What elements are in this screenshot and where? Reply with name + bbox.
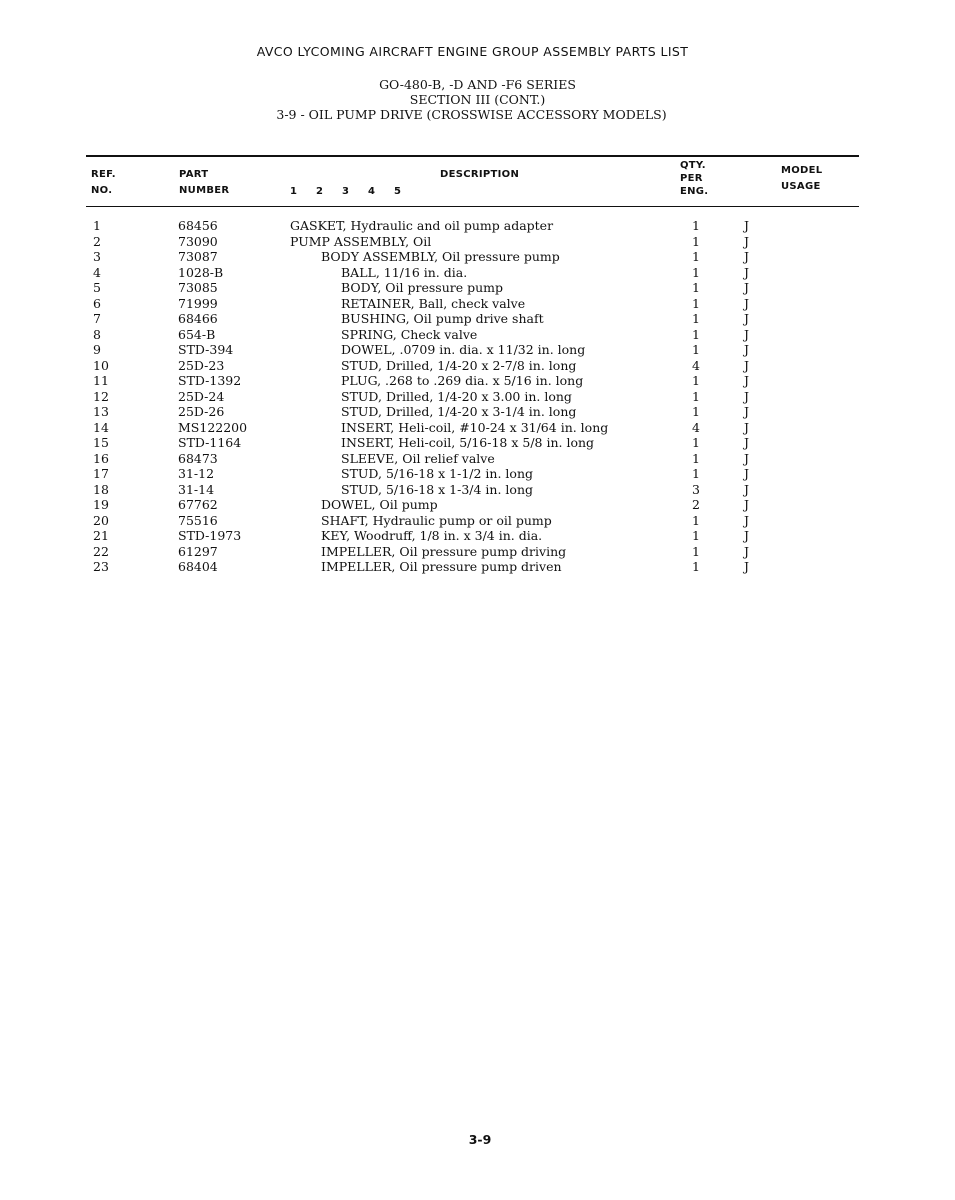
description: PUMP ASSEMBLY, Oil	[290, 233, 432, 249]
ref-no: 9	[93, 342, 101, 357]
table-row	[0, 311, 955, 327]
table-row	[0, 327, 955, 343]
model-usage: J	[744, 280, 750, 295]
model-usage: J	[744, 264, 750, 280]
part-number: 73085	[178, 280, 218, 295]
description-header: DESCRIPTION	[440, 169, 520, 180]
parts-table-body	[0, 218, 955, 575]
ref-no: 23	[93, 559, 109, 574]
ref-no: 8	[93, 326, 101, 342]
description: STUD, Drilled, 1/4-20 x 2-7/8 in. long	[341, 357, 577, 373]
table-top-rule	[86, 155, 859, 157]
ref-no: 14	[93, 419, 109, 435]
part-number: 73087	[178, 249, 218, 264]
quantity: 1	[692, 388, 700, 404]
table-row	[0, 265, 955, 281]
ref-no: 5	[93, 280, 101, 295]
model-usage: J	[744, 559, 750, 574]
part-number-header: PART NUMBER	[179, 169, 230, 196]
quantity: 1	[692, 264, 700, 280]
part-number: 1028-B	[178, 264, 224, 280]
part-number: 71999	[178, 295, 218, 311]
quantity: 4	[692, 419, 700, 435]
table-row	[0, 451, 955, 467]
quantity: 1	[692, 450, 700, 466]
description: SHAFT, Hydraulic pump or oil pump	[321, 512, 552, 528]
model-usage: J	[744, 497, 750, 512]
table-row	[0, 404, 955, 420]
description: IMPELLER, Oil pressure pump driven	[321, 559, 562, 574]
description: SLEEVE, Oil relief valve	[341, 450, 495, 466]
quantity: 1	[692, 218, 700, 233]
part-number: 25D-24	[178, 388, 225, 404]
table-row	[0, 513, 955, 529]
part-number: MS122200	[178, 419, 248, 435]
figure-heading: 3-9 - OIL PUMP DRIVE (CROSSWISE ACCESSORY MODELS)	[276, 107, 667, 122]
indent-level-header: 1 2 3 4 5	[290, 186, 402, 197]
table-row	[0, 544, 955, 560]
model-usage: J	[744, 388, 750, 404]
model-usage: J	[744, 528, 750, 543]
description: STUD, 5/16-18 x 1-3/4 in. long	[341, 481, 533, 497]
table-row	[0, 234, 955, 250]
quantity: 1	[692, 512, 700, 528]
description: IMPELLER, Oil pressure pump driving	[321, 543, 567, 559]
quantity: 1	[692, 373, 700, 388]
quantity: 1	[692, 528, 700, 543]
quantity: 4	[692, 357, 700, 373]
part-number: STD-1973	[178, 528, 242, 543]
description: STUD, Drilled, 1/4-20 x 3-1/4 in. long	[341, 404, 577, 419]
table-header-rule	[86, 206, 859, 207]
series-heading: GO-480-B, -D AND -F6 SERIES	[379, 77, 576, 92]
table-row	[0, 559, 955, 575]
quantity: 1	[692, 559, 700, 574]
model-usage: J	[744, 512, 750, 528]
part-number: 25D-23	[178, 357, 225, 373]
table-row	[0, 435, 955, 451]
section-heading: SECTION III (CONT.)	[409, 92, 546, 107]
model-usage: J	[744, 357, 750, 373]
model-usage: J	[744, 435, 750, 450]
ref-no: 20	[93, 512, 109, 528]
quantity: 1	[692, 233, 700, 249]
ref-no: 13	[93, 404, 109, 419]
ref-no: 7	[93, 311, 101, 326]
ref-no: 16	[93, 450, 109, 466]
model-usage: J	[744, 249, 750, 264]
quantity: 1	[692, 280, 700, 295]
part-number: STD-1392	[178, 373, 242, 388]
document-title: AVCO LYCOMING AIRCRAFT ENGINE GROUP ASSEMBLY PARTS LIST	[256, 44, 689, 59]
table-row	[0, 296, 955, 312]
quantity: 1	[692, 404, 700, 419]
model-usage: J	[744, 326, 750, 342]
part-number: 31-14	[178, 481, 215, 497]
quantity: 1	[692, 543, 700, 559]
description: GASKET, Hydraulic and oil pump adapter	[290, 218, 554, 233]
part-number: 61297	[178, 543, 218, 559]
description: BODY, Oil pressure pump	[341, 280, 503, 295]
model-usage: J	[744, 466, 750, 481]
part-number: 25D-26	[178, 404, 225, 419]
description: KEY, Woodruff, 1/8 in. x 3/4 in. dia.	[321, 528, 543, 543]
ref-no: 3	[93, 249, 101, 264]
quantity: 1	[692, 326, 700, 342]
table-row	[0, 249, 955, 265]
model-usage: J	[744, 404, 750, 419]
table-row	[0, 482, 955, 498]
part-number: 68466	[178, 311, 218, 326]
ref-no: 2	[93, 233, 101, 249]
description: PLUG, .268 to .269 dia. x 5/16 in. long	[341, 373, 584, 388]
quantity: 2	[692, 497, 700, 512]
description: BODY ASSEMBLY, Oil pressure pump	[321, 249, 560, 264]
table-row	[0, 420, 955, 436]
part-number: 31-12	[178, 466, 215, 481]
description: SPRING, Check valve	[341, 326, 478, 342]
description: BUSHING, Oil pump drive shaft	[341, 311, 544, 326]
table-row	[0, 389, 955, 405]
ref-no: 11	[93, 373, 109, 388]
ref-no: 18	[93, 481, 109, 497]
part-number: STD-394	[178, 342, 234, 357]
part-number: 68404	[178, 559, 218, 574]
part-number: 68456	[178, 218, 218, 233]
model-usage: J	[744, 311, 750, 326]
part-number: 67762	[178, 497, 218, 512]
quantity: 1	[692, 295, 700, 311]
ref-no: 6	[93, 295, 101, 311]
description: INSERT, Heli-coil, 5/16-18 x 5/8 in. long	[341, 435, 595, 450]
table-row	[0, 280, 955, 296]
model-usage: J	[744, 233, 750, 249]
ref-no: 22	[93, 543, 109, 559]
model-usage: J	[744, 419, 750, 435]
page-number: 3-9	[468, 1132, 492, 1147]
quantity: 1	[692, 342, 700, 357]
description: STUD, 5/16-18 x 1-1/2 in. long	[341, 466, 533, 481]
ref-no-header: REF. NO.	[91, 169, 116, 196]
description: DOWEL, .0709 in. dia. x 11/32 in. long	[341, 342, 586, 357]
model-usage: J	[744, 481, 750, 497]
model-usage: J	[744, 373, 750, 388]
quantity: 1	[692, 435, 700, 450]
model-usage: J	[744, 543, 750, 559]
model-usage: J	[744, 342, 750, 357]
ref-no: 21	[93, 528, 109, 543]
description: RETAINER, Ball, check valve	[341, 295, 526, 311]
model-usage: J	[744, 450, 750, 466]
part-number: 68473	[178, 450, 218, 466]
part-number: STD-1164	[178, 435, 242, 450]
model-usage: J	[744, 218, 750, 233]
ref-no: 12	[93, 388, 109, 404]
table-row	[0, 497, 955, 513]
quantity: 1	[692, 466, 700, 481]
table-row	[0, 358, 955, 374]
model-usage: J	[744, 295, 750, 311]
part-number: 75516	[178, 512, 218, 528]
quantity: 1	[692, 311, 700, 326]
description: INSERT, Heli-coil, #10-24 x 31/64 in. long	[341, 419, 609, 435]
ref-no: 10	[93, 357, 109, 373]
table-row	[0, 528, 955, 544]
description: STUD, Drilled, 1/4-20 x 3.00 in. long	[341, 388, 572, 404]
model-usage-header: MODEL USAGE	[781, 165, 823, 192]
table-row	[0, 218, 955, 234]
table-row	[0, 342, 955, 358]
part-number: 654-B	[178, 326, 216, 342]
ref-no: 15	[93, 435, 109, 450]
ref-no: 19	[93, 497, 109, 512]
ref-no: 17	[93, 466, 109, 481]
table-row	[0, 466, 955, 482]
ref-no: 4	[93, 264, 101, 280]
description: DOWEL, Oil pump	[321, 497, 438, 512]
qty-per-eng-header: QTY. PER ENG.	[680, 160, 709, 197]
table-row	[0, 373, 955, 389]
quantity: 1	[692, 249, 700, 264]
description: BALL, 11/16 in. dia.	[341, 264, 468, 280]
ref-no: 1	[93, 218, 101, 233]
quantity: 3	[692, 481, 700, 497]
part-number: 73090	[178, 233, 218, 249]
